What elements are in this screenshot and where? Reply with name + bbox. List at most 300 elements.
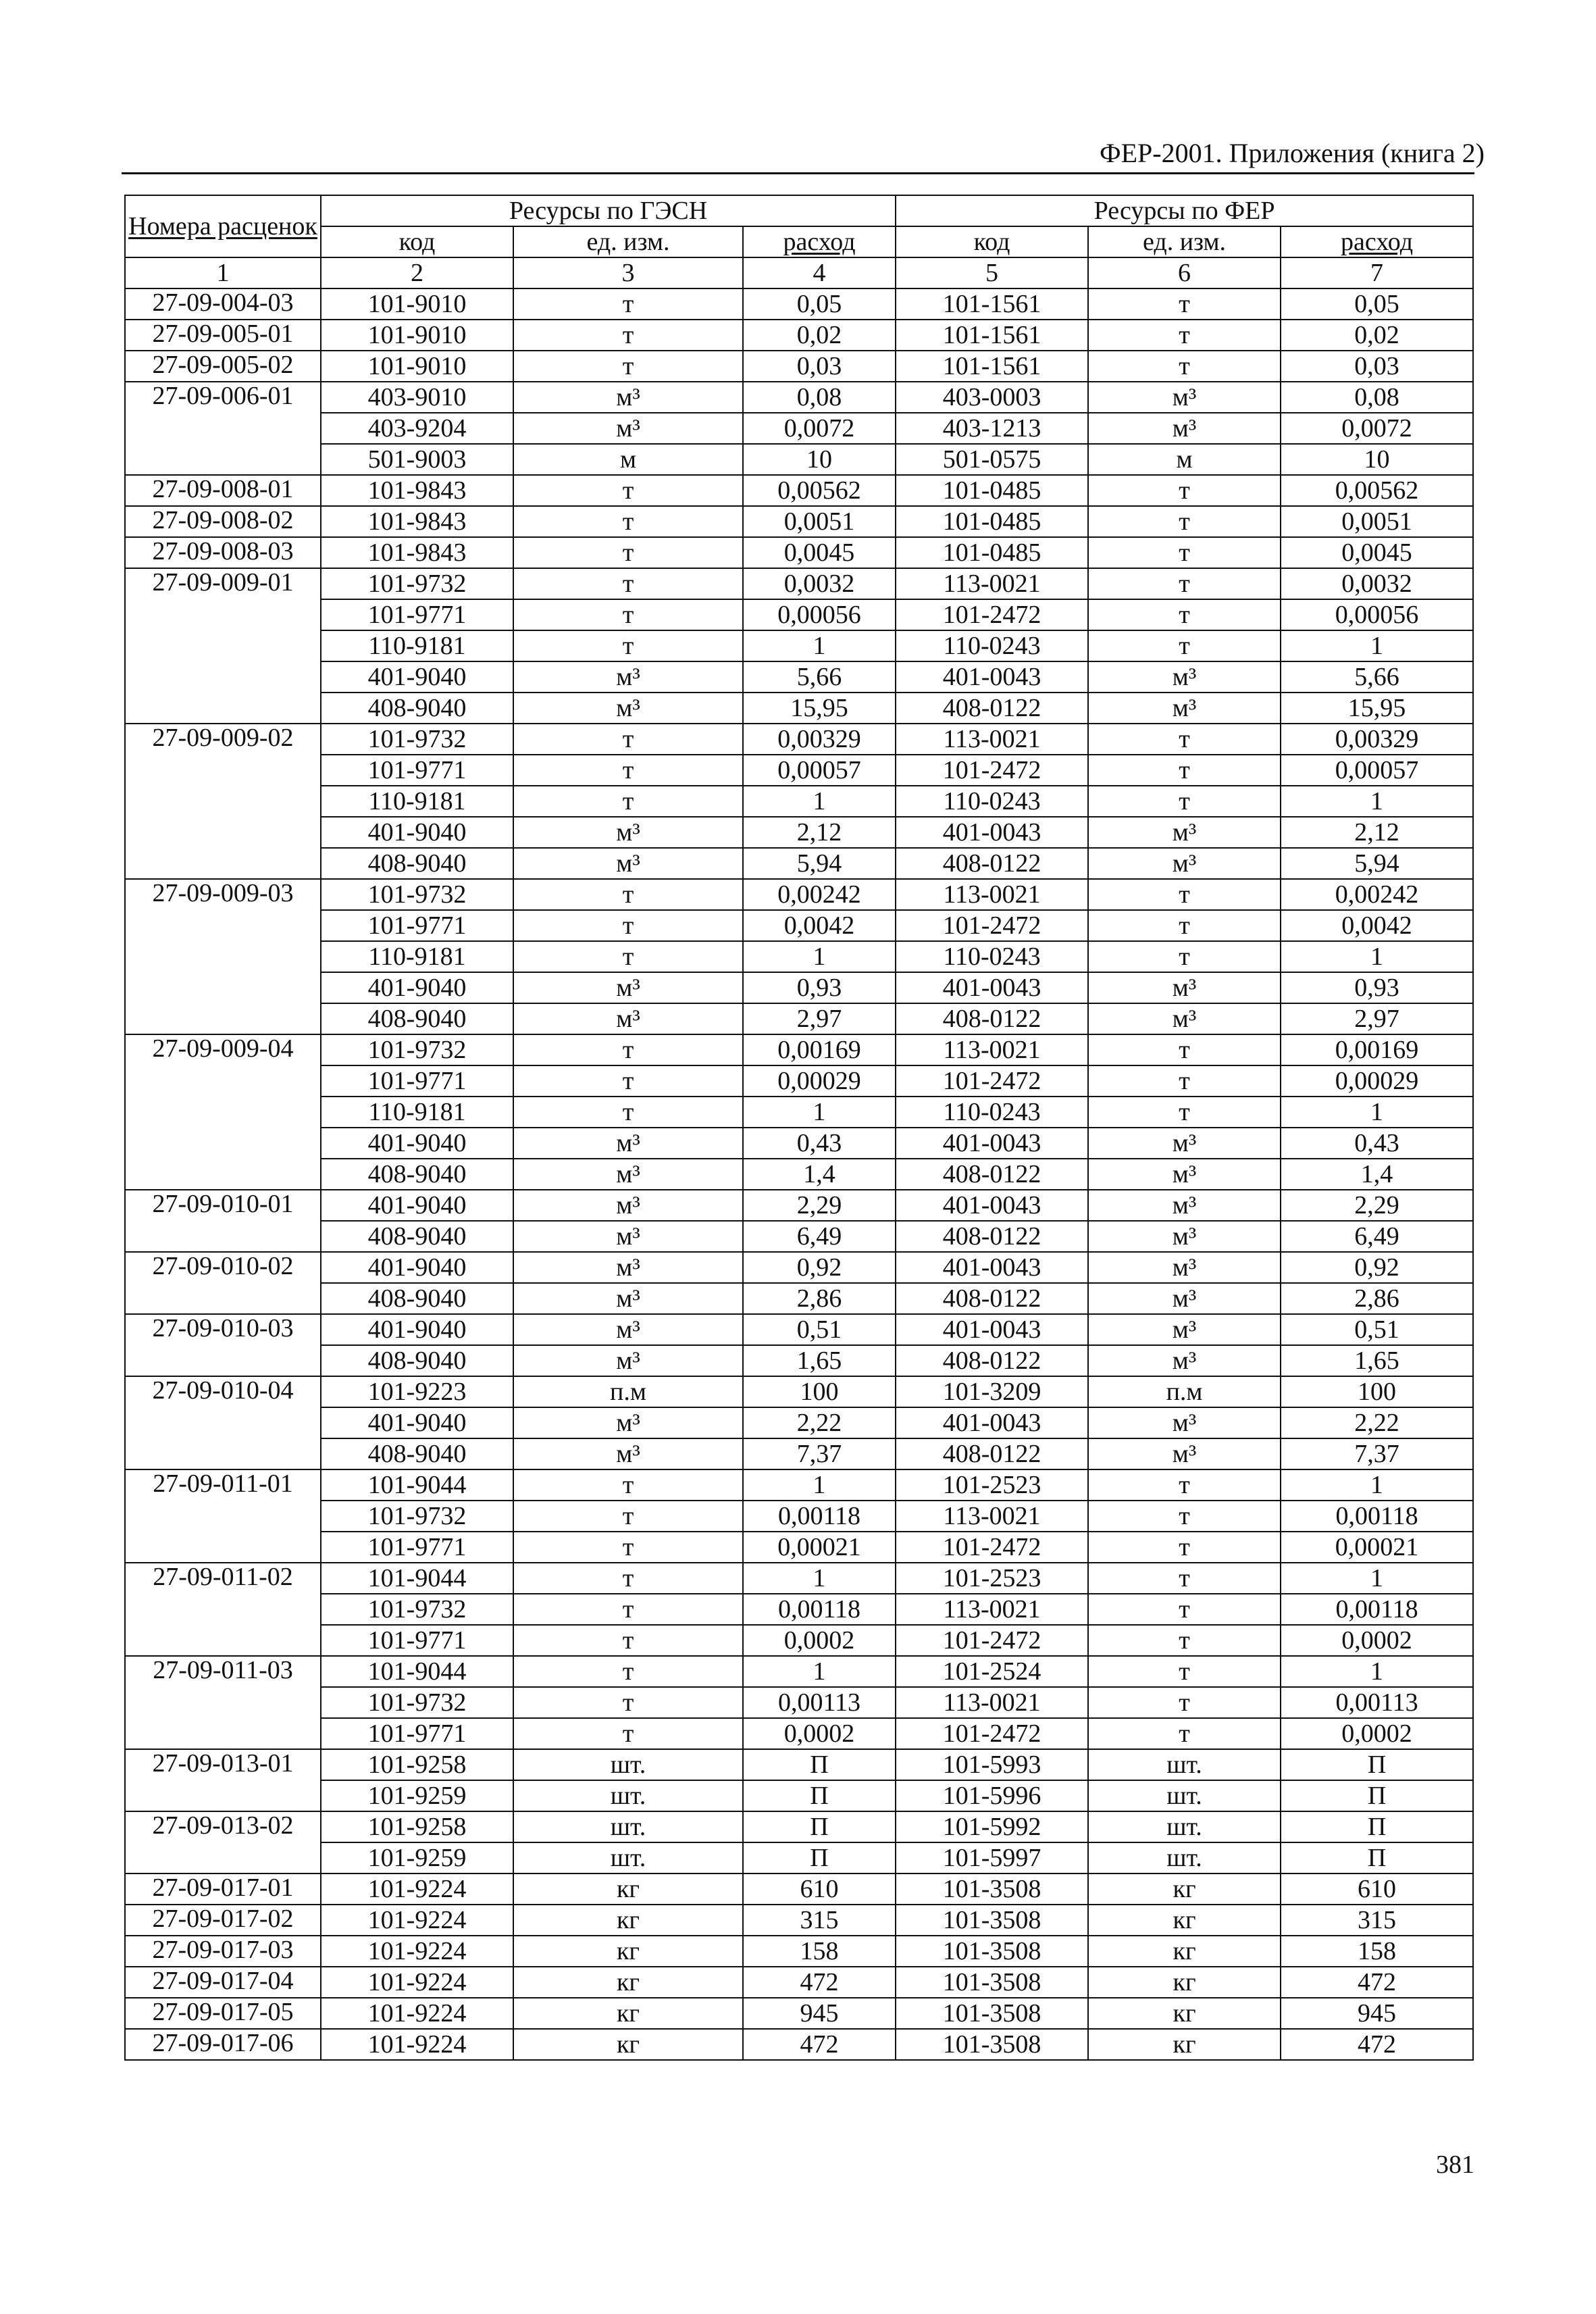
fer-consumption-cell: 472	[1281, 2029, 1473, 2060]
table-row	[125, 1097, 1473, 1128]
fer-unit-cell: т	[1088, 537, 1281, 568]
gesn-code-cell: 101-9771	[321, 755, 513, 786]
gesn-code-cell: 401-9040	[321, 972, 513, 1003]
fer-unit-cell: кг	[1088, 2029, 1281, 2060]
fer-code-cell: 101-2523	[896, 1563, 1088, 1594]
fer-consumption-cell: 2,97	[1281, 1003, 1473, 1034]
fer-code-cell: 101-3508	[896, 2029, 1088, 2060]
gesn-unit-cell: т	[513, 630, 743, 661]
fer-unit-cell: т	[1088, 786, 1281, 817]
gesn-unit-cell: шт.	[513, 1842, 743, 1873]
fer-unit-cell: т	[1088, 320, 1281, 351]
fer-consumption-cell: 1,65	[1281, 1345, 1473, 1376]
fer-consumption-cell: 1	[1281, 630, 1473, 661]
fer-unit-cell: т	[1088, 941, 1281, 972]
fer-unit-cell: шт.	[1088, 1780, 1281, 1811]
gesn-consumption-cell: 0,00118	[743, 1501, 896, 1532]
fer-consumption-cell: 0,43	[1281, 1128, 1473, 1159]
gesn-unit-cell: п.м	[513, 1376, 743, 1407]
running-header: ФЕР-2001. Приложения (книга 2)	[1100, 138, 1485, 168]
fer-unit-cell: т	[1088, 599, 1281, 630]
fer-unit-cell: т	[1088, 1097, 1281, 1128]
rate-number-cell: 27-09-017-03	[125, 1936, 321, 1967]
gesn-unit-cell: шт.	[513, 1749, 743, 1780]
gesn-code-cell: 101-9732	[321, 1687, 513, 1718]
fer-unit-cell: т	[1088, 1718, 1281, 1749]
gesn-consumption-cell: 1	[743, 1563, 896, 1594]
fer-code-cell: 401-0043	[896, 1252, 1088, 1283]
fer-unit-cell: м³	[1088, 1283, 1281, 1314]
fer-consumption-cell: 0,0002	[1281, 1625, 1473, 1656]
table-row	[125, 1407, 1473, 1438]
gesn-code-cell: 401-9040	[321, 1128, 513, 1159]
fer-consumption-cell: 0,03	[1281, 351, 1473, 382]
gesn-unit-cell: м³	[513, 413, 743, 444]
fer-unit-cell: м³	[1088, 1438, 1281, 1469]
fer-code-cell: 101-2472	[896, 1532, 1088, 1563]
fer-unit-cell: шт.	[1088, 1811, 1281, 1842]
table-row	[125, 1190, 1473, 1221]
rate-number-cell: 27-09-017-01	[125, 1873, 321, 1905]
table-row	[125, 1594, 1473, 1625]
gesn-consumption-cell: 0,00029	[743, 1065, 896, 1097]
gesn-consumption-cell: 315	[743, 1905, 896, 1936]
gesn-unit-cell: т	[513, 1625, 743, 1656]
fer-consumption-cell: 0,00056	[1281, 599, 1473, 630]
rate-number-cell	[125, 848, 321, 879]
rate-number-cell	[125, 755, 321, 786]
table-row	[125, 1687, 1473, 1718]
column-number: 3	[513, 257, 743, 288]
gesn-code-cell: 101-9771	[321, 1718, 513, 1749]
gesn-code-cell: 110-9181	[321, 630, 513, 661]
gesn-code-cell: 101-9044	[321, 1656, 513, 1687]
fer-code-cell: 101-2472	[896, 910, 1088, 941]
fer-consumption-cell: 0,02	[1281, 320, 1473, 351]
rate-number-cell: 27-09-017-06	[125, 2029, 321, 2060]
fer-unit-cell: т	[1088, 910, 1281, 941]
table-row	[125, 506, 1473, 537]
fer-unit-cell: кг	[1088, 1998, 1281, 2029]
fer-unit-cell: м³	[1088, 972, 1281, 1003]
gesn-unit-cell: м³	[513, 1345, 743, 1376]
gesn-code-cell: 101-9732	[321, 1501, 513, 1532]
fer-unit-cell: м³	[1088, 1407, 1281, 1438]
gesn-unit-cell: м	[513, 444, 743, 475]
gesn-code-cell: 408-9040	[321, 1221, 513, 1252]
fer-unit-cell: т	[1088, 568, 1281, 599]
gesn-consumption-cell: 0,00113	[743, 1687, 896, 1718]
gesn-consumption-cell: 0,93	[743, 972, 896, 1003]
fer-consumption-cell: 0,0072	[1281, 413, 1473, 444]
gesn-consumption-cell: 1	[743, 941, 896, 972]
gesn-unit-cell: т	[513, 1469, 743, 1501]
gesn-consumption-cell: 0,0032	[743, 568, 896, 599]
fer-unit-cell: м³	[1088, 1003, 1281, 1034]
table-row	[125, 1065, 1473, 1097]
fer-code-cell: 401-0043	[896, 1407, 1088, 1438]
fer-code-cell: 113-0021	[896, 1687, 1088, 1718]
gesn-code-cell: 101-9259	[321, 1842, 513, 1873]
table-row	[125, 568, 1473, 599]
page-number: 381	[1436, 2150, 1474, 2179]
gesn-code-cell: 101-9259	[321, 1780, 513, 1811]
fer-consumption-cell: П	[1281, 1780, 1473, 1811]
gesn-consumption-cell: 1	[743, 1656, 896, 1687]
gesn-code-cell: 401-9040	[321, 1314, 513, 1345]
fer-consumption-cell: 0,00057	[1281, 755, 1473, 786]
gesn-consumption-cell: 472	[743, 1967, 896, 1998]
gesn-unit-cell: м³	[513, 1252, 743, 1283]
rate-number-cell: 27-09-004-03	[125, 288, 321, 320]
fer-consumption-cell: 0,05	[1281, 288, 1473, 320]
gesn-unit-cell: м³	[513, 1003, 743, 1034]
rate-number-cell: 27-09-010-04	[125, 1376, 321, 1407]
fer-unit-cell: т	[1088, 755, 1281, 786]
fer-code-cell: 408-0122	[896, 848, 1088, 879]
fer-unit-cell: м³	[1088, 1252, 1281, 1283]
fer-unit-cell: м³	[1088, 1159, 1281, 1190]
table-row	[125, 1221, 1473, 1252]
gesn-unit-cell: кг	[513, 2029, 743, 2060]
table-row	[125, 1967, 1473, 1998]
rate-number-cell	[125, 1407, 321, 1438]
gesn-code-cell: 101-9010	[321, 320, 513, 351]
fer-unit-cell: м³	[1088, 1345, 1281, 1376]
rate-number-cell	[125, 941, 321, 972]
rate-number-cell: 27-09-010-01	[125, 1190, 321, 1221]
gesn-unit-cell: м³	[513, 848, 743, 879]
rate-number-cell	[125, 1501, 321, 1532]
gesn-code-cell: 101-9732	[321, 724, 513, 755]
gesn-unit-cell: т	[513, 1532, 743, 1563]
fer-code-cell: 401-0043	[896, 1314, 1088, 1345]
fer-code-cell: 101-5997	[896, 1842, 1088, 1873]
table-row	[125, 1842, 1473, 1873]
gesn-consumption-cell: 0,00057	[743, 755, 896, 786]
fer-code-cell: 408-0122	[896, 1438, 1088, 1469]
gesn-unit-cell: т	[513, 1034, 743, 1065]
rate-number-cell: 27-09-009-04	[125, 1034, 321, 1065]
table-row	[125, 630, 1473, 661]
table-row	[125, 537, 1473, 568]
fer-consumption-cell: 2,86	[1281, 1283, 1473, 1314]
fer-unit-cell: т	[1088, 724, 1281, 755]
fer-consumption-cell: 0,51	[1281, 1314, 1473, 1345]
rate-number-cell: 27-09-005-02	[125, 351, 321, 382]
gesn-code-cell: 101-9732	[321, 1034, 513, 1065]
gesn-unit-cell: т	[513, 755, 743, 786]
gesn-consumption-cell: 2,22	[743, 1407, 896, 1438]
header-fer-unit: ед. изм.	[1088, 226, 1281, 257]
table-row	[125, 1749, 1473, 1780]
table-row	[125, 444, 1473, 475]
fer-code-cell: 101-1561	[896, 288, 1088, 320]
fer-code-cell: 101-2472	[896, 1625, 1088, 1656]
gesn-unit-cell: шт.	[513, 1780, 743, 1811]
gesn-unit-cell: м³	[513, 817, 743, 848]
gesn-code-cell: 101-9732	[321, 879, 513, 910]
gesn-consumption-cell: 0,00056	[743, 599, 896, 630]
gesn-code-cell: 403-9010	[321, 382, 513, 413]
rate-number-cell: 27-09-009-01	[125, 568, 321, 599]
table-row	[125, 1438, 1473, 1469]
gesn-consumption-cell: П	[743, 1811, 896, 1842]
rate-number-cell	[125, 786, 321, 817]
gesn-unit-cell: м³	[513, 1221, 743, 1252]
header-rule	[122, 172, 1474, 174]
gesn-consumption-cell: 0,0042	[743, 910, 896, 941]
fer-consumption-cell: 0,92	[1281, 1252, 1473, 1283]
fer-unit-cell: кг	[1088, 1873, 1281, 1905]
fer-code-cell: 101-3508	[896, 1905, 1088, 1936]
fer-consumption-cell: 1	[1281, 1656, 1473, 1687]
table-row	[125, 2029, 1473, 2060]
gesn-code-cell: 101-9771	[321, 599, 513, 630]
fer-code-cell: 101-5992	[896, 1811, 1088, 1842]
gesn-unit-cell: т	[513, 786, 743, 817]
gesn-consumption-cell: 15,95	[743, 693, 896, 724]
column-number-row	[125, 257, 1473, 288]
fer-unit-cell: шт.	[1088, 1749, 1281, 1780]
gesn-unit-cell: т	[513, 1501, 743, 1532]
fer-unit-cell: м³	[1088, 1128, 1281, 1159]
gesn-consumption-cell: 10	[743, 444, 896, 475]
fer-code-cell: 403-0003	[896, 382, 1088, 413]
gesn-consumption-cell: 0,0002	[743, 1718, 896, 1749]
gesn-consumption-cell: 0,00562	[743, 475, 896, 506]
rate-number-cell	[125, 1097, 321, 1128]
table-row	[125, 1501, 1473, 1532]
table-row	[125, 1780, 1473, 1811]
gesn-unit-cell: кг	[513, 1998, 743, 2029]
fer-consumption-cell: 0,0042	[1281, 910, 1473, 941]
rate-number-cell	[125, 1159, 321, 1190]
rate-number-cell: 27-09-017-02	[125, 1905, 321, 1936]
header-rate-numbers: Номера расценок	[125, 195, 321, 257]
gesn-unit-cell: м³	[513, 661, 743, 693]
gesn-consumption-cell: 472	[743, 2029, 896, 2060]
gesn-consumption-cell: 1	[743, 630, 896, 661]
fer-code-cell: 408-0122	[896, 1003, 1088, 1034]
fer-consumption-cell: 2,12	[1281, 817, 1473, 848]
fer-code-cell: 101-2472	[896, 755, 1088, 786]
table-row	[125, 1532, 1473, 1563]
fer-consumption-cell: П	[1281, 1811, 1473, 1842]
gesn-code-cell: 101-9224	[321, 1873, 513, 1905]
gesn-unit-cell: т	[513, 724, 743, 755]
gesn-code-cell: 110-9181	[321, 941, 513, 972]
gesn-code-cell: 401-9040	[321, 661, 513, 693]
fer-code-cell: 408-0122	[896, 1345, 1088, 1376]
gesn-consumption-cell: 0,51	[743, 1314, 896, 1345]
fer-unit-cell: т	[1088, 1625, 1281, 1656]
fer-unit-cell: м³	[1088, 817, 1281, 848]
rate-number-cell	[125, 1625, 321, 1656]
gesn-consumption-cell: 7,37	[743, 1438, 896, 1469]
rate-number-cell	[125, 1842, 321, 1873]
gesn-code-cell: 408-9040	[321, 1438, 513, 1469]
table-row	[125, 1003, 1473, 1034]
fer-consumption-cell: 2,29	[1281, 1190, 1473, 1221]
gesn-consumption-cell: 0,02	[743, 320, 896, 351]
rate-number-cell: 27-09-011-03	[125, 1656, 321, 1687]
fer-consumption-cell: 945	[1281, 1998, 1473, 2029]
fer-code-cell: 110-0243	[896, 630, 1088, 661]
gesn-unit-cell: кг	[513, 1936, 743, 1967]
gesn-code-cell: 401-9040	[321, 817, 513, 848]
gesn-code-cell: 408-9040	[321, 693, 513, 724]
fer-code-cell: 101-3508	[896, 1998, 1088, 2029]
fer-code-cell: 408-0122	[896, 1159, 1088, 1190]
fer-code-cell: 101-5993	[896, 1749, 1088, 1780]
fer-consumption-cell: 0,00169	[1281, 1034, 1473, 1065]
column-number: 7	[1281, 257, 1473, 288]
gesn-unit-cell: т	[513, 910, 743, 941]
gesn-code-cell: 401-9040	[321, 1190, 513, 1221]
fer-consumption-cell: 472	[1281, 1967, 1473, 1998]
rate-number-cell	[125, 630, 321, 661]
fer-consumption-cell: 0,00021	[1281, 1532, 1473, 1563]
table-row	[125, 1252, 1473, 1283]
gesn-consumption-cell: 1,4	[743, 1159, 896, 1190]
fer-consumption-cell: 610	[1281, 1873, 1473, 1905]
gesn-code-cell: 101-9224	[321, 1905, 513, 1936]
rate-number-cell	[125, 1221, 321, 1252]
gesn-code-cell: 408-9040	[321, 848, 513, 879]
gesn-code-cell: 403-9204	[321, 413, 513, 444]
fer-consumption-cell: 1	[1281, 1563, 1473, 1594]
fer-code-cell: 101-3209	[896, 1376, 1088, 1407]
gesn-code-cell: 101-9224	[321, 1967, 513, 1998]
fer-consumption-cell: 0,93	[1281, 972, 1473, 1003]
fer-code-cell: 401-0043	[896, 972, 1088, 1003]
gesn-unit-cell: кг	[513, 1967, 743, 1998]
fer-consumption-cell: 1	[1281, 941, 1473, 972]
fer-consumption-cell: 0,00562	[1281, 475, 1473, 506]
rate-number-cell: 27-09-008-01	[125, 475, 321, 506]
rate-number-cell	[125, 1003, 321, 1034]
header-gesn-resources: Ресурсы по ГЭСН	[321, 195, 896, 226]
table-row	[125, 413, 1473, 444]
gesn-consumption-cell: 610	[743, 1873, 896, 1905]
gesn-unit-cell: т	[513, 599, 743, 630]
fer-unit-cell: т	[1088, 351, 1281, 382]
table-row	[125, 786, 1473, 817]
resources-table	[124, 195, 1474, 2061]
gesn-unit-cell: м³	[513, 1128, 743, 1159]
table-row	[125, 879, 1473, 910]
gesn-consumption-cell: 5,94	[743, 848, 896, 879]
gesn-unit-cell: м³	[513, 1314, 743, 1345]
fer-consumption-cell: 0,0051	[1281, 506, 1473, 537]
gesn-unit-cell: т	[513, 1594, 743, 1625]
gesn-consumption-cell: 0,0045	[743, 537, 896, 568]
gesn-code-cell: 101-9732	[321, 1594, 513, 1625]
table-row	[125, 817, 1473, 848]
column-number: 4	[743, 257, 896, 288]
fer-unit-cell: т	[1088, 1687, 1281, 1718]
rate-number-cell: 27-09-013-02	[125, 1811, 321, 1842]
gesn-consumption-cell: П	[743, 1749, 896, 1780]
fer-unit-cell: т	[1088, 1594, 1281, 1625]
fer-consumption-cell: 0,00242	[1281, 879, 1473, 910]
table-row	[125, 351, 1473, 382]
fer-consumption-cell: 0,0045	[1281, 537, 1473, 568]
gesn-code-cell: 101-9044	[321, 1563, 513, 1594]
fer-unit-cell: т	[1088, 1656, 1281, 1687]
fer-code-cell: 113-0021	[896, 1034, 1088, 1065]
gesn-code-cell: 401-9040	[321, 1252, 513, 1283]
gesn-code-cell: 101-9258	[321, 1749, 513, 1780]
fer-code-cell: 501-0575	[896, 444, 1088, 475]
fer-code-cell: 403-1213	[896, 413, 1088, 444]
rate-number-cell	[125, 661, 321, 693]
fer-consumption-cell: 5,66	[1281, 661, 1473, 693]
gesn-code-cell: 101-9843	[321, 506, 513, 537]
gesn-unit-cell: т	[513, 941, 743, 972]
table-row	[125, 1376, 1473, 1407]
fer-code-cell: 101-0485	[896, 475, 1088, 506]
gesn-unit-cell: т	[513, 1687, 743, 1718]
rate-number-cell	[125, 1687, 321, 1718]
gesn-consumption-cell: 1	[743, 786, 896, 817]
gesn-consumption-cell: 2,12	[743, 817, 896, 848]
fer-consumption-cell: 0,00113	[1281, 1687, 1473, 1718]
fer-code-cell: 101-0485	[896, 506, 1088, 537]
rate-number-cell	[125, 1718, 321, 1749]
fer-unit-cell: м³	[1088, 382, 1281, 413]
fer-unit-cell: т	[1088, 1469, 1281, 1501]
gesn-code-cell: 101-9223	[321, 1376, 513, 1407]
fer-code-cell: 101-2472	[896, 599, 1088, 630]
fer-code-cell: 101-3508	[896, 1967, 1088, 1998]
gesn-consumption-cell: П	[743, 1780, 896, 1811]
fer-code-cell: 113-0021	[896, 879, 1088, 910]
table-row	[125, 599, 1473, 630]
fer-consumption-cell: 0,00118	[1281, 1594, 1473, 1625]
gesn-unit-cell: т	[513, 1718, 743, 1749]
rate-number-cell	[125, 1065, 321, 1097]
table-row	[125, 1345, 1473, 1376]
fer-unit-cell: т	[1088, 1532, 1281, 1563]
rate-number-cell: 27-09-010-03	[125, 1314, 321, 1345]
fer-unit-cell: т	[1088, 1563, 1281, 1594]
fer-unit-cell: п.м	[1088, 1376, 1281, 1407]
fer-code-cell: 101-1561	[896, 320, 1088, 351]
gesn-consumption-cell: 5,66	[743, 661, 896, 693]
gesn-unit-cell: т	[513, 475, 743, 506]
header-gesn-unit: ед. изм.	[513, 226, 743, 257]
table-row	[125, 910, 1473, 941]
gesn-code-cell: 101-9224	[321, 2029, 513, 2060]
gesn-code-cell: 401-9040	[321, 1407, 513, 1438]
fer-code-cell: 101-3508	[896, 1936, 1088, 1967]
gesn-code-cell: 101-9843	[321, 475, 513, 506]
gesn-consumption-cell: 2,97	[743, 1003, 896, 1034]
rate-number-cell	[125, 1345, 321, 1376]
fer-unit-cell: т	[1088, 1065, 1281, 1097]
fer-unit-cell: т	[1088, 1034, 1281, 1065]
gesn-unit-cell: м³	[513, 972, 743, 1003]
fer-consumption-cell: 7,37	[1281, 1438, 1473, 1469]
fer-consumption-cell: 100	[1281, 1376, 1473, 1407]
fer-unit-cell: кг	[1088, 1905, 1281, 1936]
gesn-unit-cell: т	[513, 1065, 743, 1097]
table-row	[125, 1159, 1473, 1190]
table-row	[125, 661, 1473, 693]
rate-number-cell	[125, 1532, 321, 1563]
